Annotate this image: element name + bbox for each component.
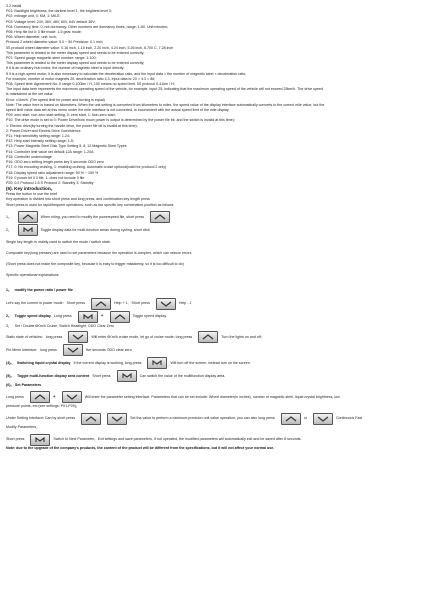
param-line: P14: Controller limit value set default 12A range: 1-20A: [6, 149, 94, 154]
step-index: 2。: [6, 314, 12, 319]
param-line: 2: Power Drive+and Electric Drive Coexistence: [6, 128, 81, 133]
instruction-text: If the current display is working, long press: [73, 360, 142, 365]
down-key-icon: [62, 391, 82, 403]
instruction-text: Static state of vehicles:: [6, 334, 43, 339]
param-line: P12: Help start intensity setting range: 1-5;: [6, 139, 74, 144]
instruction-text: Will enter 6Km/h cruise mode, let go of cruise mode; long press: [91, 334, 193, 339]
param-line: P19: 0 power bit 0 0 file, 1: does not include 0 file: [6, 175, 85, 180]
mode-key-icon: [78, 311, 98, 323]
mode-text-line: (Short press does not make the composite key, because it is easy to trigger mistakenly, so it is too difficult to do): [6, 262, 184, 267]
param-line: P17: 0: No encoding cruising, 1: enabling cruising. Automatic cruise optional(valid for protocol 2 only): [6, 165, 167, 170]
press-type: Short press: [6, 437, 25, 442]
press-type: Long press: [6, 394, 24, 399]
instruction-text: Help + 1,: [114, 301, 129, 306]
key-intro-line: Press the button to use the brief: [6, 192, 57, 197]
param-line: This parameter is related to the meter display speed and needs to be entered correctly;: [6, 50, 145, 55]
param-line: P05: Help file list 0: 3 file mode: 1-5 gear mode;: [6, 30, 82, 35]
instruction-text: When riding, you need to modify the powerspeed file, short press: [40, 214, 145, 219]
mode-key-icon: [30, 434, 50, 446]
section-label: Toggle speed display: [14, 314, 51, 319]
instruction-line: Modify Parameters。: [6, 425, 40, 430]
up-key-icon: [81, 413, 101, 425]
press-type: long press: [45, 334, 63, 339]
param-line: P13: Power Magnetic Steel Disk Type Setting 5, 8, 12 Magnetic Steel Types: [6, 144, 127, 149]
param-line: P06: Wheel diameter: unit: inch;: [6, 35, 57, 40]
parameter-list: [6, 4, 414, 186]
instruction-text: Toggle speed display.: [132, 314, 167, 319]
param-line: If it is a high-speed motor, it is also necessary to calculate the deceleration ratio, and the input data = the number of magnetic steel × deceleration ratio;: [6, 71, 247, 76]
instruction-row: [6, 433, 414, 446]
press-type: Short press: [131, 301, 150, 306]
instruction-text: Switch to Next Parameter。Exit settings and save parameters. If not operated, the modified parameters will automatically exit and be saved after 8 seconds.: [53, 437, 302, 442]
plus-icon: +: [100, 313, 104, 320]
plus-icon: +: [52, 393, 56, 400]
mode-text-line: Specific operational explanations: [6, 273, 59, 278]
param-line: P20: 0:2 Protocol 1:5 S Protocol 2: Standby 3: Standby: [6, 180, 94, 185]
step-index: 1。: [6, 214, 12, 219]
param-line: 5S protocol wheel diameter value: 0.16 inch, 1.15 inch, 2.20 inch, 4.24 inch, 5.26 inch, 6.700 C, 7.28 inch: [6, 45, 174, 50]
instruction-text: Turn the lights on and off;: [221, 334, 262, 339]
mode-key-icon: [18, 224, 38, 236]
down-key-icon: [68, 331, 88, 343]
section-title: [6, 285, 414, 298]
section-label: Switching liquid crystal display: [17, 360, 71, 365]
down-key-icon: [63, 344, 83, 356]
instruction-row: [6, 211, 414, 224]
up-key-icon: [281, 413, 301, 425]
param-line: If it is an ordinary hub motor, the number of magnetic steel is input directly;: [6, 66, 125, 71]
key-intro-line: Key operation is divided into short press and long press, and combination key length press: [6, 197, 150, 202]
instruction-line: Set / Double 6Km/h Cruise, Switch Headlight, ODO Clear Zero: [14, 323, 115, 328]
instruction-text: five seconds ODO clear zero: [85, 347, 132, 352]
up-key-icon: [18, 211, 38, 223]
instruction-row: [6, 357, 414, 370]
up-key-icon: [198, 331, 218, 343]
param-line: P18: Display speed ratio adjustment range: 50 % ~ 150 %: [6, 170, 99, 175]
param-line: P01: Backlight brightness, the darkest level 1, the brightest level 3;: [6, 9, 112, 14]
instruction-row: [6, 298, 414, 311]
key-intro-heading: (6). Key introduction。: [6, 186, 56, 192]
param-line: P08: Speed limit: Agreement No. 0 range 0-100km / H, 100 means no speed limit. 5S protocol 0-41km / H;: [6, 82, 175, 87]
instruction-row: [6, 412, 414, 425]
step-index: (6)。: [6, 382, 14, 387]
instruction-text: Can switch the value of the multifunction display area.: [139, 373, 226, 378]
press-type: Long press: [53, 314, 72, 319]
param-line: is maintained at the set value.: [6, 92, 54, 97]
mode-text-line: Composite key(long presses) are used to set parameters because the operation is complex, which can reduce errors: [6, 250, 192, 255]
mode-text-line: Single key length is mainly used to switch the mode / switch state.: [6, 239, 111, 244]
param-line: This parameter is related to the meter display speed and needs to be entered correctly;: [6, 61, 145, 66]
up-key-icon: [91, 298, 111, 310]
instruction-text: Will enter the parameter setting interface. Parameters that can be set include: Wheel diameter(in inches), number of magnetic steel, liquid crystal brightness, low: [84, 394, 340, 399]
param-line: P10: The drive mode is set to 0: Power Drive/how much power is output is determined by the power file bit, and the switch is invalid at this time);: [6, 118, 235, 123]
instruction-text: Will turn off the screen, instead turn on the screen.: [170, 360, 251, 365]
down-key-icon: [313, 413, 333, 425]
step-index: 1。: [6, 288, 12, 293]
step-index: (4)。: [6, 360, 14, 365]
param-line: P09: zero start, non zero start setting, 0: zero start, 1: Non-zero start;: [6, 113, 116, 118]
param-line: P11: Help sensitivity setting range: 1-24;: [6, 134, 71, 139]
instruction-row: [6, 391, 414, 404]
instruction-row: [6, 311, 414, 324]
param-line: speed limit value data set at this menu under the mile interface is not converted. Is inconsistent with the actual speed limit of the mile display: [6, 108, 229, 113]
instruction-text: Let's say the current is power mode:: [6, 301, 64, 306]
param-line: For example, number of motor magnets 20, deceleration ratio 4.3, input data is: 20 × 4.3 = 86;: [6, 76, 156, 81]
param-line: P02: mileage unit, 0: KM, 1: MILE;: [6, 14, 61, 19]
mode-key-icon: [117, 370, 137, 382]
param-line: 1: Electric drive(by turning the handle drive, the power file bit is invalid at this time);: [6, 123, 138, 128]
instruction-row: [6, 344, 414, 357]
param-line: P15: Controller undervoltage: [6, 154, 52, 159]
up-key-icon: [110, 311, 130, 323]
instruction-text: Under Setting Interface: Can by short press: [6, 416, 76, 421]
param-line: P07: Speed gauge magnetic steel number: range: 1-100;: [6, 56, 97, 61]
section-label: Toggle multi-function display area content: [17, 373, 90, 378]
up-key-icon: [150, 211, 170, 223]
up-key-icon: [30, 391, 50, 403]
section-title: [6, 383, 414, 391]
instruction-text: Help - 1: [178, 301, 192, 306]
press-type: long press: [40, 347, 57, 352]
instruction-text: or: [303, 416, 307, 421]
param-line: P03: Voltage level: 24V, 36V, 48V, 60V, 64V default 36V;: [6, 19, 96, 24]
param-line: Error: ±1km/h. (The speed limit for power and turning is equal): [6, 97, 105, 102]
param-line: P16: ODO zero setting length press key 5 seconds ODO zero: [6, 160, 104, 165]
param-line: P04: Dormancy time: 0, not dormancy. Other numbers are dormancy times, range: 1-60. Unit:minutes;: [6, 24, 168, 29]
down-key-icon: [156, 298, 176, 310]
press-type: Short press: [66, 301, 86, 306]
instruction-line: pressure points, etc.(see settings: P01-P20)。: [6, 403, 80, 408]
press-type: Short press: [92, 373, 111, 378]
section-label: Set Parameters: [15, 382, 42, 387]
instruction-row: [6, 331, 414, 344]
instruction-text: Continuous Fast: [335, 416, 363, 421]
mode-key-icon: [147, 357, 167, 369]
section-label: modify the power ratio / power file: [14, 288, 73, 293]
instruction-text: Pin Menu Interface:: [6, 347, 38, 352]
down-key-icon: [107, 413, 127, 425]
instruction-text: Set the value to perform a minimum-precision unit value operation, you can also long press: [130, 416, 275, 421]
footer-note: Note: due to the upgrade of the company's products, the content of the product will be different from the specifications, but it will not affect your normal use.: [6, 446, 275, 451]
instruction-row: [6, 224, 414, 237]
param-line: 3.2 install: [6, 4, 22, 8]
step-index: (5)。: [6, 373, 14, 378]
instruction-line: 3。: [6, 323, 12, 328]
param-line: Note: The value here is based on kilometers. When the unit setting is converted from kilometers to miles, the speed value of the display interface automatically converts to the correct mile value, but the: [6, 102, 325, 107]
param-line: Protocol 2 wheel diameter value: 5.0 ~ 50 Precision: 0.1 inch: [6, 40, 103, 45]
step-index: 2。: [6, 227, 12, 232]
param-line: The input data here represents the maximum operating speed of the vehicle, for example, input 25, indicating that the maximum operating speed of the vehicle will not exceed 25km/h. The drive speed: [6, 87, 323, 92]
key-intro-line: Short press is used for rapid/frequent operations, such as the specific key combination position as follows: [6, 202, 174, 207]
instruction-row: [6, 370, 414, 383]
instruction-text: Toggle display data for multi-function areas during cycling, short click: [40, 227, 150, 232]
